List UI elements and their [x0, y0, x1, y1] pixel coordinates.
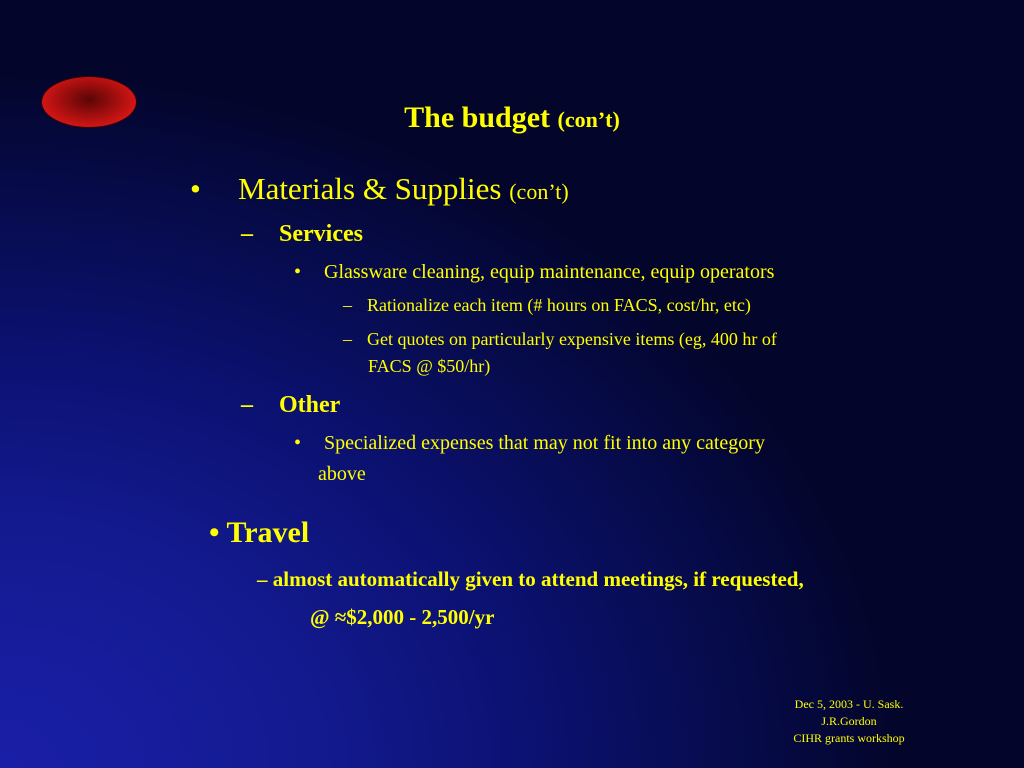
slide-footer — [724, 696, 924, 747]
slide-title — [0, 100, 1024, 138]
services-item-text: Glassware cleaning, equip maintenance, equip operators — [324, 261, 775, 283]
bullet-marker: • — [190, 171, 201, 206]
dash-marker: – — [343, 329, 352, 349]
other-item-continuation: above — [318, 463, 366, 485]
other-item — [294, 429, 765, 457]
dash-marker: – — [241, 221, 253, 247]
title-suffix: (con’t) — [557, 107, 620, 132]
footer-author: J.R.Gordon — [821, 714, 877, 728]
bullet-materials — [190, 170, 569, 211]
dash-marker: – — [241, 392, 253, 418]
footer-event: CIHR grants workshop — [793, 731, 905, 745]
subitem-text: Get quotes on particularly expensive items (eg, 400 hr of — [367, 329, 777, 349]
services-label: Services — [279, 221, 363, 247]
other-label: Other — [279, 392, 341, 418]
bullet-marker: • — [294, 432, 302, 454]
travel-line-2: @ ≈$2,000 - 2,500/yr — [310, 605, 495, 629]
services-subitem — [343, 292, 751, 318]
subitem-text: Rationalize each item (# hours on FACS, cost/hr, etc) — [367, 295, 751, 315]
subhead-other — [241, 390, 340, 420]
services-subitem — [343, 326, 777, 352]
bullet-marker: • — [294, 261, 302, 283]
materials-label: Materials & Supplies — [238, 171, 502, 206]
footer-date: Dec 5, 2003 - U. Sask. — [794, 697, 904, 711]
services-item — [294, 258, 774, 286]
subhead-services — [241, 219, 363, 249]
dash-marker: – — [343, 295, 352, 315]
bullet-travel: • Travel — [209, 516, 310, 549]
services-subitem-continuation: FACS @ $50/hr) — [368, 356, 491, 376]
other-item-text: Specialized expenses that may not fit into any category — [324, 432, 765, 454]
title-main: The budget — [404, 101, 551, 134]
travel-line-1: – almost automatically given to attend meetings, if requested, — [257, 567, 804, 591]
materials-suffix: (con’t) — [509, 179, 569, 204]
